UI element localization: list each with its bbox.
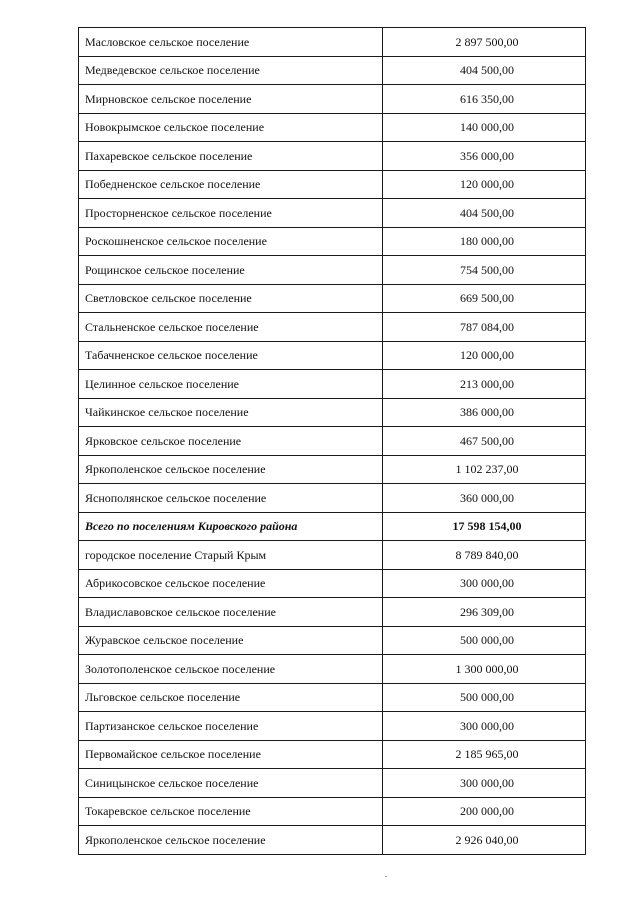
table-body [79,28,586,855]
settlement-amount: 200 000,00 [383,797,586,826]
settlement-amount: 296 309,00 [383,598,586,627]
table-row [79,56,586,85]
settlement-amount: 180 000,00 [383,227,586,256]
settlement-name: Победненское сельское поселение [79,170,383,199]
settlement-amount: 386 000,00 [383,398,586,427]
settlement-amount: 300 000,00 [383,569,586,598]
settlement-name: Синицынское сельское поселение [79,769,383,798]
settlement-amount: 360 000,00 [383,484,586,513]
table-row [79,484,586,513]
table-row [79,370,586,399]
settlement-name: Абрикосовское сельское поселение [79,569,383,598]
settlement-amount: 500 000,00 [383,683,586,712]
settlement-name: Яркополенское сельское поселение [79,826,383,855]
settlement-name: Рощинское сельское поселение [79,256,383,285]
table-row [79,712,586,741]
settlement-amount: 213 000,00 [383,370,586,399]
table-row [79,740,586,769]
settlement-amount: 8 789 840,00 [383,541,586,570]
settlement-allocation-table [78,27,586,855]
scan-speck [385,876,387,877]
settlement-amount: 616 350,00 [383,85,586,114]
total-label: Всего по поселениям Кировского района [79,512,383,541]
settlement-name: Первомайское сельское поселение [79,740,383,769]
settlement-name: Владиславовское сельское поселение [79,598,383,627]
settlement-amount: 500 000,00 [383,626,586,655]
settlement-amount: 2 926 040,00 [383,826,586,855]
table-row [79,256,586,285]
table-row [79,569,586,598]
settlement-amount: 787 084,00 [383,313,586,342]
settlement-name: Новокрымское сельское поселение [79,113,383,142]
settlement-name: Яркополенское сельское поселение [79,455,383,484]
table-row [79,85,586,114]
table-row [79,142,586,171]
settlement-amount: 404 500,00 [383,56,586,85]
settlement-name: Пахаревское сельское поселение [79,142,383,171]
settlement-amount: 1 300 000,00 [383,655,586,684]
settlement-amount: 120 000,00 [383,170,586,199]
settlement-amount: 356 000,00 [383,142,586,171]
table-row [79,769,586,798]
table-row [79,313,586,342]
settlement-name: Ярковское сельское поселение [79,427,383,456]
total-amount: 17 598 154,00 [383,512,586,541]
table-row [79,598,586,627]
settlement-name: Золотополенское сельское поселение [79,655,383,684]
settlement-name: Масловское сельское поселение [79,28,383,57]
settlement-name: Светловское сельское поселение [79,284,383,313]
table-row [79,427,586,456]
table-row [79,398,586,427]
settlement-amount: 669 500,00 [383,284,586,313]
settlement-name: Медведевское сельское поселение [79,56,383,85]
total-row [79,512,586,541]
settlement-name: Стальненское сельское поселение [79,313,383,342]
settlement-name: городское поселение Старый Крым [79,541,383,570]
table-row [79,227,586,256]
settlement-amount: 1 102 237,00 [383,455,586,484]
settlement-amount: 2 897 500,00 [383,28,586,57]
settlement-name: Целинное сельское поселение [79,370,383,399]
table-row [79,170,586,199]
settlement-name: Роскошненское сельское поселение [79,227,383,256]
settlement-name: Табачненское сельское поселение [79,341,383,370]
table-row [79,113,586,142]
settlement-name: Яснополянское сельское поселение [79,484,383,513]
table-row [79,626,586,655]
settlement-name: Токаревское сельское поселение [79,797,383,826]
table-row [79,797,586,826]
settlement-amount: 140 000,00 [383,113,586,142]
table-row [79,284,586,313]
settlement-amount: 467 500,00 [383,427,586,456]
settlement-name: Льговское сельское поселение [79,683,383,712]
settlement-name: Чайкинское сельское поселение [79,398,383,427]
table-row [79,28,586,57]
settlement-name: Просторненское сельское поселение [79,199,383,228]
settlement-amount: 404 500,00 [383,199,586,228]
table-row [79,655,586,684]
table-row [79,826,586,855]
settlement-name: Журавское сельское поселение [79,626,383,655]
table-row [79,455,586,484]
settlement-name: Мирновское сельское поселение [79,85,383,114]
table-row [79,341,586,370]
table-row [79,199,586,228]
settlement-amount: 300 000,00 [383,769,586,798]
table-row [79,683,586,712]
table-row [79,541,586,570]
settlement-amount: 120 000,00 [383,341,586,370]
settlement-amount: 754 500,00 [383,256,586,285]
settlement-name: Партизанское сельское поселение [79,712,383,741]
settlement-amount: 300 000,00 [383,712,586,741]
settlement-amount: 2 185 965,00 [383,740,586,769]
